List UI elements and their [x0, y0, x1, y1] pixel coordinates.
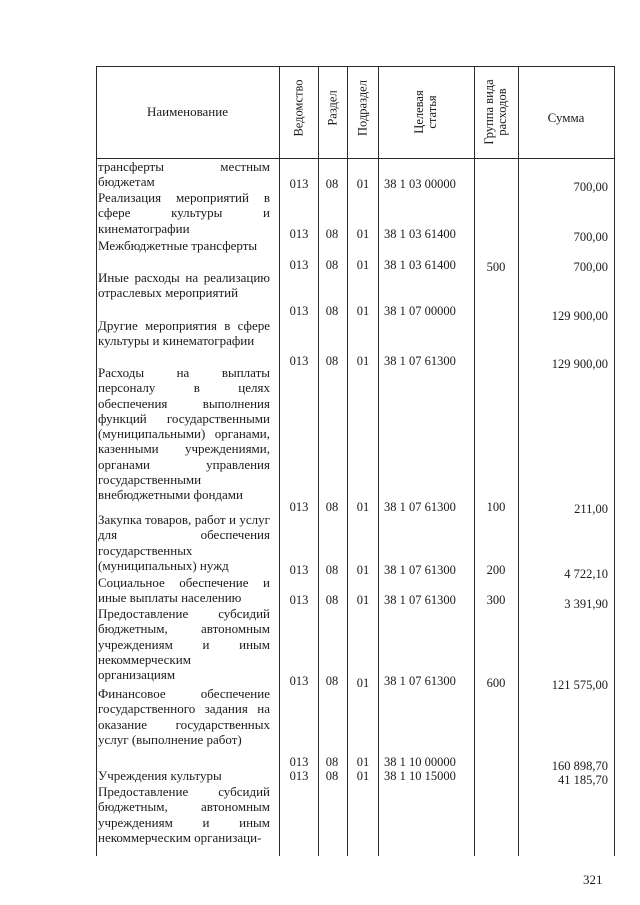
row-podrazdel: 01 [356, 304, 370, 318]
header-gruppa-vida-rashodov [483, 79, 509, 144]
row-podrazdel: 01 [356, 676, 370, 690]
row-podrazdel: 01 [356, 354, 370, 368]
row-podrazdel: 01 [356, 563, 370, 577]
row-name: Учреждения культуры [98, 768, 222, 783]
row-summa: 121 575,00 [551, 678, 608, 692]
row-razdel: 08 [325, 500, 339, 514]
row-podrazdel: 01 [356, 769, 370, 783]
row-podrazdel: 01 [356, 227, 370, 241]
row-celevaya: 38 1 03 61400 [384, 227, 456, 241]
row-podrazdel: 01 [356, 755, 370, 769]
header-podrazdel: Подраздел [355, 80, 370, 136]
row-gruppa: 100 [486, 500, 506, 514]
row-razdel: 08 [325, 177, 339, 191]
row-razdel: 08 [325, 593, 339, 607]
row-name: Иные расходы на реализацию отраслевых мероприятий [98, 270, 270, 301]
row-summa: 129 900,00 [551, 309, 608, 323]
row-summa: 41 185,70 [558, 773, 608, 787]
row-vedomstvo: 013 [289, 593, 309, 607]
row-vedomstvo: 013 [289, 177, 309, 191]
header-celevaya-line1: Целевая [412, 90, 426, 134]
header-celevaya-statya [413, 90, 439, 133]
row-razdel: 08 [325, 674, 339, 688]
row-summa: 700,00 [573, 230, 608, 244]
row-name: Расходы на выплаты персоналу в целях обеспечения выполнения функций государственными (муниципальными) органами, казенными учреждениями, органами управления государственными внебюджетными фондами [98, 365, 270, 503]
col-border-raz [347, 66, 348, 856]
row-podrazdel: 01 [356, 258, 370, 272]
row-vedomstvo: 013 [289, 563, 309, 577]
row-razdel: 08 [325, 563, 339, 577]
row-vedomstvo: 013 [289, 769, 309, 783]
row-celevaya: 38 1 07 61300 [384, 563, 456, 577]
row-vedomstvo: 013 [289, 227, 309, 241]
row-name: Реализация мероприятий в сфере культуры и кинематографии [98, 190, 270, 236]
row-vedomstvo: 013 [289, 258, 309, 272]
row-name: Социальное обеспечение и иные выплаты населению [98, 575, 270, 606]
col-border-pod [378, 66, 379, 856]
page-number: 321 [583, 872, 603, 887]
col-border-name [279, 66, 280, 856]
row-podrazdel: 01 [356, 593, 370, 607]
row-podrazdel: 01 [356, 500, 370, 514]
row-summa: 700,00 [573, 260, 608, 274]
row-vedomstvo: 013 [289, 500, 309, 514]
col-border-grp [518, 66, 519, 856]
row-name: Предоставление субсидий бюджетным, автономным учреждениям и иным некоммерческим организациям [98, 606, 270, 683]
row-gruppa: 500 [486, 260, 506, 274]
row-celevaya: 38 1 07 61300 [384, 674, 456, 688]
row-razdel: 08 [325, 304, 339, 318]
row-celevaya: 38 1 10 00000 [384, 755, 456, 769]
col-border-ved [318, 66, 319, 856]
row-celevaya: 38 1 03 00000 [384, 177, 456, 191]
row-gruppa: 300 [486, 593, 506, 607]
row-celevaya: 38 1 03 61400 [384, 258, 456, 272]
row-name: трансферты местным бюджетам [98, 159, 270, 190]
header-celevaya-line2: статья [425, 95, 439, 129]
row-name: Другие мероприятия в сфере культуры и кинематографии [98, 318, 270, 349]
row-name: Межбюджетные трансферты [98, 238, 258, 253]
col-border-right [614, 66, 615, 856]
table-top-border [96, 66, 615, 67]
header-gruppa-line1: Группа вида [482, 79, 496, 145]
row-gruppa: 200 [486, 563, 506, 577]
row-summa: 129 900,00 [551, 357, 608, 371]
row-razdel: 08 [325, 227, 339, 241]
row-razdel: 08 [325, 769, 339, 783]
row-celevaya: 38 1 10 15000 [384, 769, 456, 783]
header-vedomstvo: Ведомство [291, 79, 306, 137]
row-celevaya: 38 1 07 61300 [384, 500, 456, 514]
header-razdel: Раздел [325, 90, 340, 126]
row-name: Закупка товаров, работ и услуг для обеспечения государственных (муниципальных) нужд [98, 512, 270, 573]
header-gruppa-line2: расходов [495, 88, 509, 136]
row-summa: 700,00 [573, 180, 608, 194]
row-name: Предоставление субсидий бюджетным, автономным учреждениям и иным некоммерческим организаци- [98, 784, 270, 845]
row-summa: 4 722,10 [564, 567, 608, 581]
row-summa: 3 391,90 [564, 597, 608, 611]
row-celevaya: 38 1 07 00000 [384, 304, 456, 318]
col-border-left [96, 66, 97, 856]
row-gruppa: 600 [486, 676, 506, 690]
row-celevaya: 38 1 07 61300 [384, 354, 456, 368]
row-razdel: 08 [325, 258, 339, 272]
row-summa: 211,00 [574, 502, 608, 516]
row-vedomstvo: 013 [289, 755, 309, 769]
row-podrazdel: 01 [356, 177, 370, 191]
row-name: Финансовое обеспечение государственного задания на оказание государственных услуг (выполнение работ) [98, 686, 270, 747]
row-vedomstvo: 013 [289, 674, 309, 688]
row-summa: 160 898,70 [551, 759, 608, 773]
row-celevaya: 38 1 07 61300 [384, 593, 456, 607]
header-summa: Сумма [547, 110, 585, 125]
row-vedomstvo: 013 [289, 304, 309, 318]
header-name: Наименование [147, 104, 228, 119]
row-razdel: 08 [325, 755, 339, 769]
row-razdel: 08 [325, 354, 339, 368]
row-vedomstvo: 013 [289, 354, 309, 368]
